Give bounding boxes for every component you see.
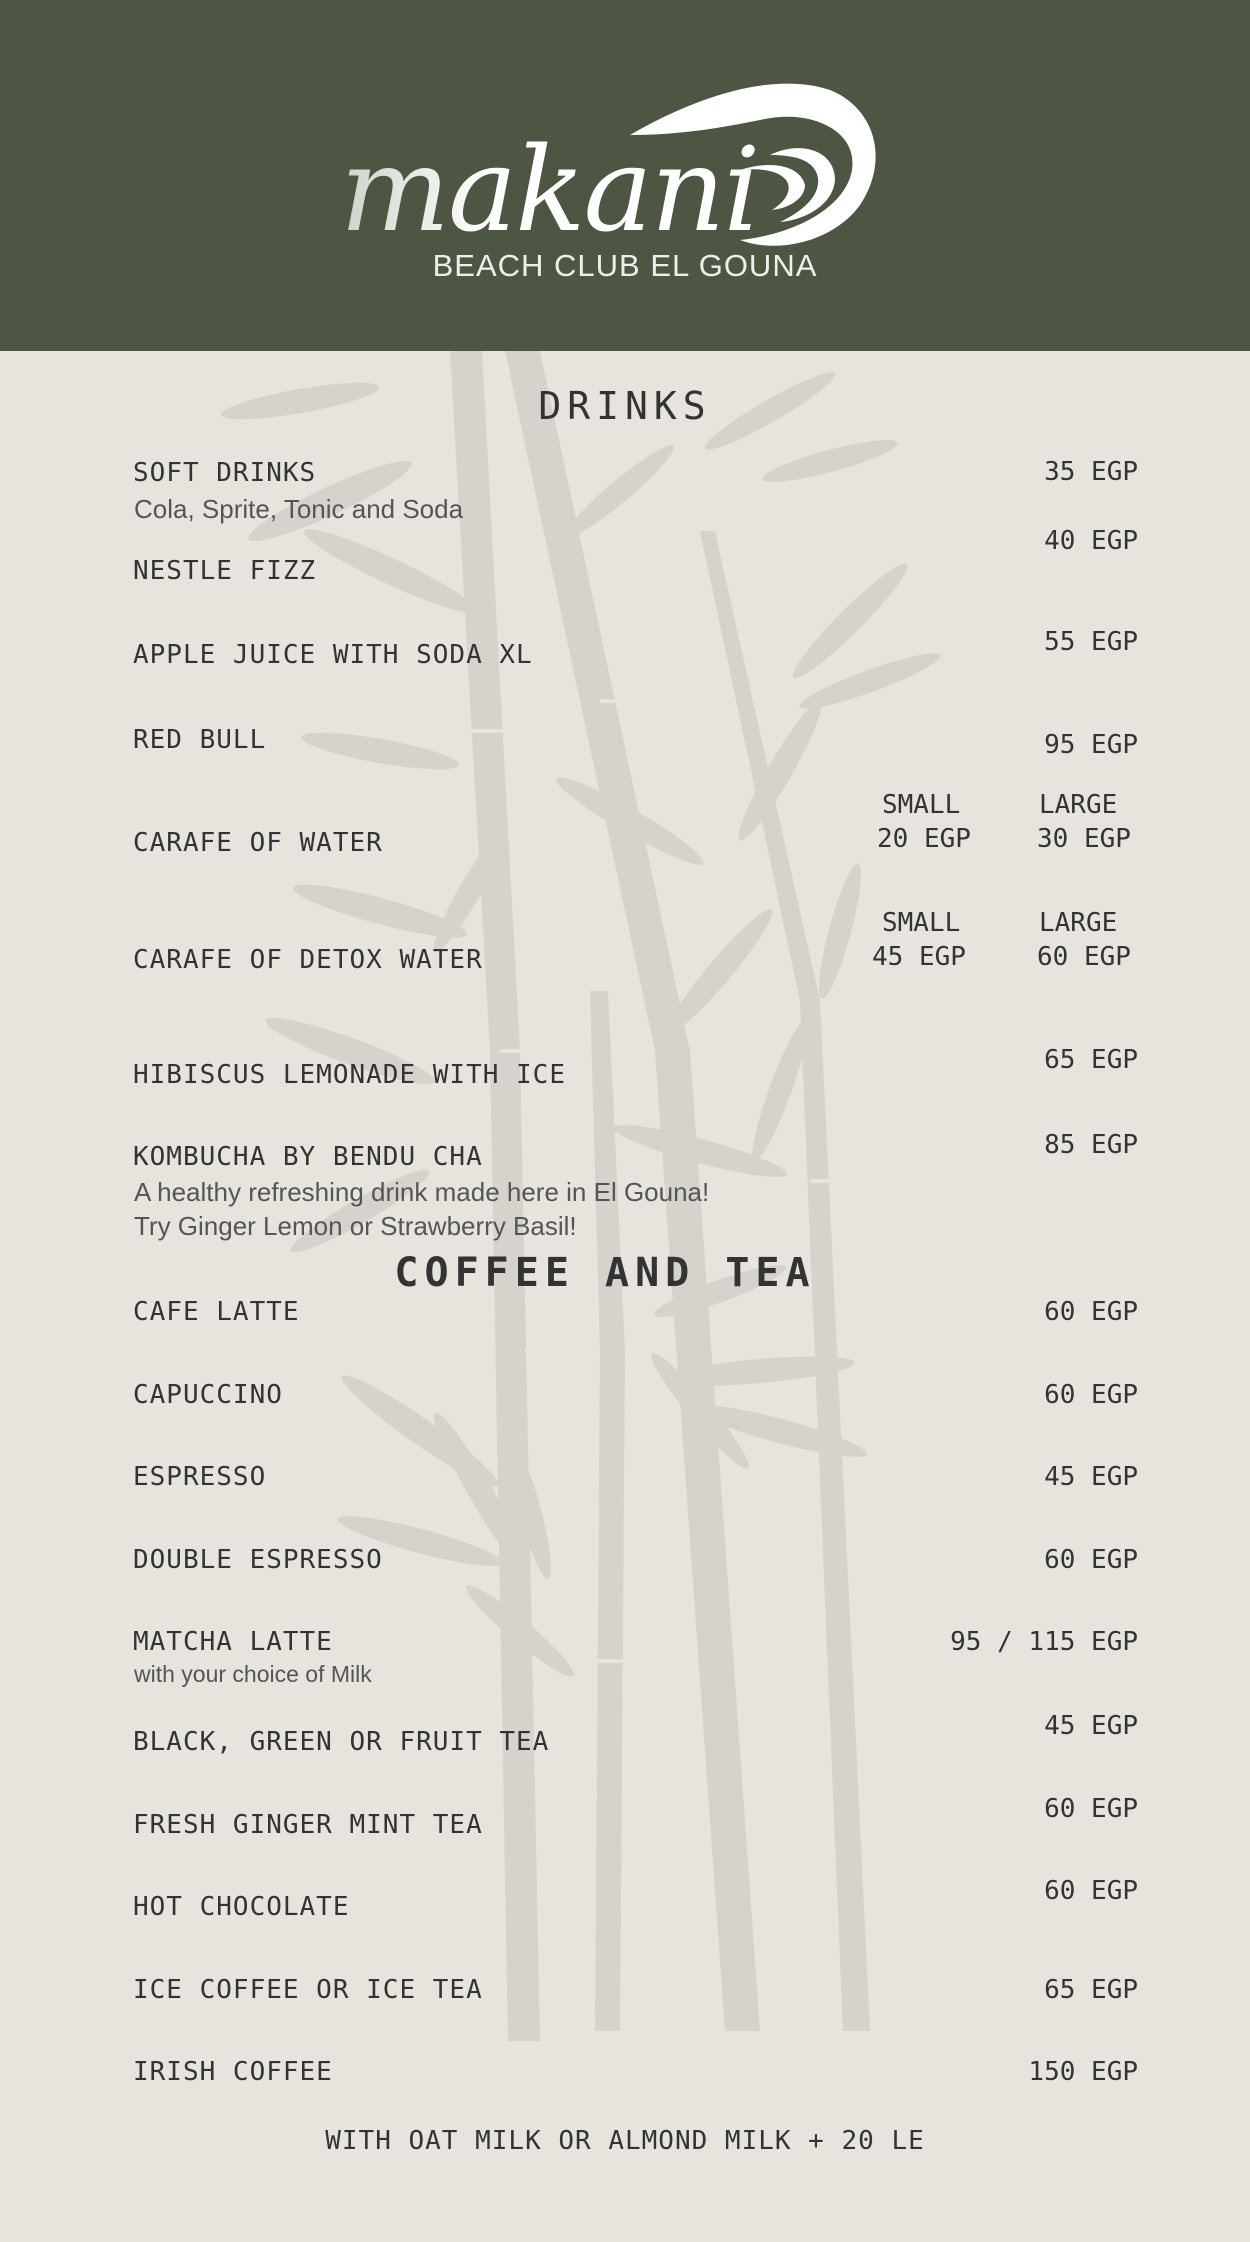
item-irish-coffee: IRISH COFFEE: [133, 2057, 333, 2087]
item-tea: BLACK, GREEN OR FRUIT TEA: [133, 1727, 550, 1757]
item-ginger-tea: FRESH GINGER MINT TEA: [133, 1810, 483, 1840]
milk-note: WITH OAT MILK OR ALMOND MILK + 20 LE: [325, 2126, 925, 2156]
price-nestle-fizz: 40 EGP: [1044, 526, 1138, 556]
item-capuccino: CAPUCCINO: [133, 1380, 283, 1410]
price-kombucha: 85 EGP: [1044, 1130, 1138, 1160]
price-apple-juice: 55 EGP: [1044, 627, 1138, 657]
price-espresso: 45 EGP: [1044, 1462, 1138, 1492]
price-capuccino: 60 EGP: [1044, 1380, 1138, 1410]
price-hibiscus: 65 EGP: [1044, 1045, 1138, 1075]
header-subtitle: BEACH CLUB EL GOUNA: [432, 248, 818, 283]
svg-text:makani: makani: [340, 123, 759, 258]
item-nestle-fizz: NESTLE FIZZ: [133, 556, 317, 586]
carafe-water-large-label: LARGE: [1039, 790, 1118, 820]
item-kombucha-desc-1: A healthy refreshing drink made here in El Gouna!: [134, 1177, 710, 1207]
price-ginger-tea: 60 EGP: [1044, 1794, 1138, 1824]
item-hot-chocolate: HOT CHOCOLATE: [133, 1892, 350, 1922]
price-double-espresso: 60 EGP: [1044, 1545, 1138, 1575]
item-carafe-detox: CARAFE OF DETOX WATER: [133, 945, 483, 975]
carafe-water-small-price: 20 EGP: [877, 824, 971, 854]
carafe-detox-large-label: LARGE: [1039, 908, 1118, 938]
item-soft-drinks: SOFT DRINKS: [133, 458, 317, 488]
header-banner: [0, 0, 1250, 351]
price-ice-coffee: 65 EGP: [1044, 1975, 1138, 2005]
item-matcha-desc: with your choice of Milk: [134, 1661, 372, 1687]
carafe-detox-large-price: 60 EGP: [1037, 942, 1131, 972]
item-apple-juice: APPLE JUICE WITH SODA XL: [133, 640, 533, 670]
item-red-bull: RED BULL: [133, 725, 267, 755]
item-espresso: ESPRESSO: [133, 1462, 267, 1492]
item-carafe-water: CARAFE OF WATER: [133, 828, 383, 858]
item-soft-drinks-desc: Cola, Sprite, Tonic and Soda: [134, 494, 464, 524]
makani-logo: [300, 60, 900, 280]
price-matcha-latte: 95 / 115 EGP: [950, 1627, 1138, 1657]
item-hibiscus: HIBISCUS LEMONADE WITH ICE: [133, 1060, 566, 1090]
carafe-water-small-label: SMALL: [882, 790, 961, 820]
item-double-espresso: DOUBLE ESPRESSO: [133, 1545, 383, 1575]
carafe-water-large-price: 30 EGP: [1037, 824, 1131, 854]
carafe-detox-small-label: SMALL: [882, 908, 961, 938]
price-irish-coffee: 150 EGP: [1028, 2057, 1138, 2087]
price-red-bull: 95 EGP: [1044, 730, 1138, 760]
item-matcha-latte: MATCHA LATTE: [133, 1627, 333, 1657]
carafe-detox-small-price: 45 EGP: [872, 942, 966, 972]
coffee-heading: COFFEE AND TEA: [394, 1250, 816, 1296]
item-ice-coffee: ICE COFFEE OR ICE TEA: [133, 1975, 483, 2005]
price-tea: 45 EGP: [1044, 1711, 1138, 1741]
drinks-heading: DRINKS: [538, 384, 712, 428]
item-kombucha: KOMBUCHA BY BENDU CHA: [133, 1142, 483, 1172]
price-hot-chocolate: 60 EGP: [1044, 1876, 1138, 1906]
price-cafe-latte: 60 EGP: [1044, 1297, 1138, 1327]
item-kombucha-desc-2: Try Ginger Lemon or Strawberry Basil!: [134, 1211, 577, 1241]
price-soft-drinks: 35 EGP: [1044, 457, 1138, 487]
item-cafe-latte: CAFE LATTE: [133, 1297, 300, 1327]
